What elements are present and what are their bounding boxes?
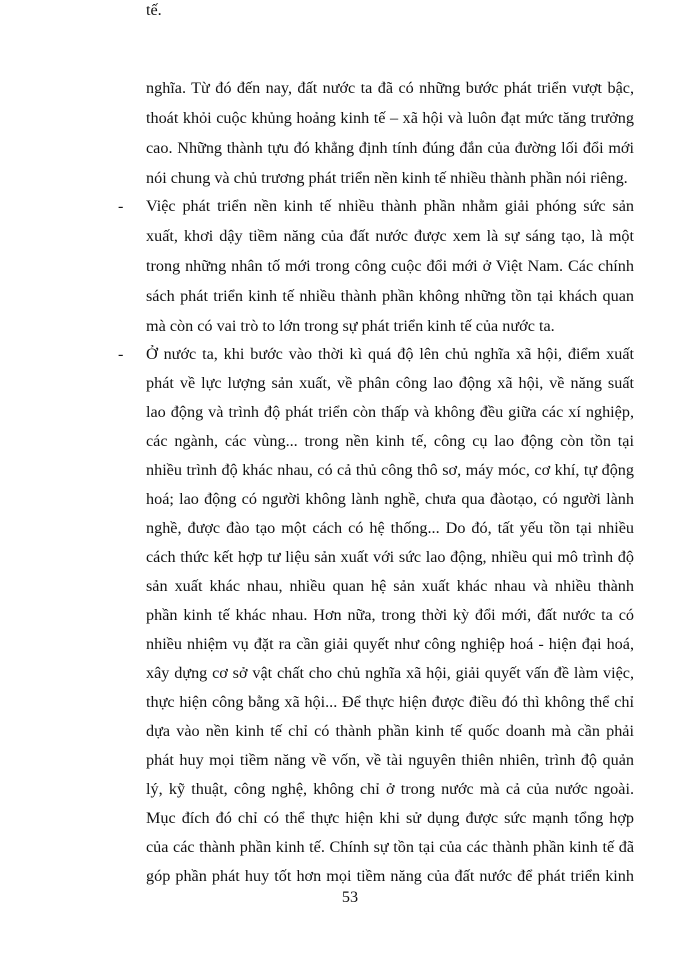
text-line: phát về lực lượng sản xuất, về phân công lao động xã hội, về năng suất (146, 374, 634, 392)
text-line: lý, kỹ thuật, công nghệ, không chỉ ở trong nước mà cả của nước ngoài. (146, 780, 634, 798)
page-number: 53 (341, 888, 359, 906)
text-line: nói chung và chủ trương phát triển nền kinh tế nhiều thành phần nói riêng. (146, 169, 628, 187)
text-line: nhiều nhiệm vụ đặt ra cần giải quyết như công nghiệp hoá - hiện đại hoá, (146, 635, 634, 653)
text-line: cao. Những thành tựu đó khẳng định tính đúng đắn của đường lối đổi mới (146, 139, 634, 157)
text-line: trong những nhân tố mới trong công cuộc đổi mới ở Việt Nam. Các chính (146, 257, 634, 275)
text-line: hoá; lao động có người không lành nghề, chưa qua đàotạo, có người lành (146, 490, 634, 508)
text-line: Việc phát triển nền kinh tế nhiều thành phần nhằm giải phóng sức sản (146, 197, 634, 215)
text-line: góp phần phát huy tốt hơn mọi tiềm năng của đất nước để phát triển kinh (146, 867, 634, 885)
text-line: tế. (146, 1, 162, 19)
text-line: nghĩa. Từ đó đến nay, đất nước ta đã có những bước phát triển vượt bậc, (146, 79, 634, 97)
bullet-marker: - (118, 197, 124, 215)
text-line: Ở nước ta, khi bước vào thời kì quá độ lên chủ nghĩa xã hội, điểm xuất (146, 345, 634, 363)
text-line: dựa vào nền kinh tế chỉ có thành phần kinh tế quốc doanh mà cần phải (146, 722, 634, 740)
text-line: xuất, khơi dậy tiềm năng của đất nước được xem là sự sáng tạo, là một (146, 227, 634, 245)
text-line: thoát khỏi cuộc khủng hoảng kinh tế – xã hội và luôn đạt mức tăng trưởng (146, 109, 634, 127)
text-line: phát huy mọi tiềm năng về vốn, về tài nguyên thiên nhiên, trình độ quản (146, 751, 634, 769)
text-line: của các thành phần kinh tế. Chính sự tồn tại của các thành phần kinh tế đã (146, 838, 634, 856)
text-line: cách thức kết hợp tư liệu sản xuất với sức lao động, nhiều qui mô trình độ (146, 548, 634, 566)
text-line: phần kinh tế khác nhau. Hơn nữa, trong thời kỳ đổi mới, đất nước ta có (146, 606, 634, 624)
text-line: nhiều trình độ khác nhau, có cả thủ công thô sơ, máy móc, cơ khí, tự động (146, 461, 634, 479)
text-line: lao động và trình độ phát triển còn thấp và không đều giữa các xí nghiệp, (146, 403, 634, 421)
bullet-marker: - (118, 345, 124, 363)
text-line: nghề, được đào tạo một cách có hệ thống... Do đó, tất yếu tồn tại nhiều (146, 519, 634, 537)
text-line: sản xuất khác nhau, nhiều quan hệ sản xuất khác nhau và nhiều thành (146, 577, 634, 595)
text-line: Mục đích đó chỉ có thể thực hiện khi sử dụng được sức mạnh tổng hợp (146, 809, 634, 827)
text-line: sách phát triển kinh tế nhiều thành phần không những tồn tại khách quan (146, 287, 634, 305)
text-line: thực hiện công bằng xã hội... Để thực hiện được điều đó thì không thể chỉ (146, 693, 634, 711)
text-line: các ngành, các vùng... trong nền kinh tế, công cụ lao động còn tồn tại (146, 432, 634, 450)
text-line: xây dựng cơ sở vật chất cho chủ nghĩa xã hội, giải quyết vấn đề làm việc, (146, 664, 634, 682)
text-line: mà còn có vai trò to lớn trong sự phát triển kinh tế của nước ta. (146, 317, 555, 335)
